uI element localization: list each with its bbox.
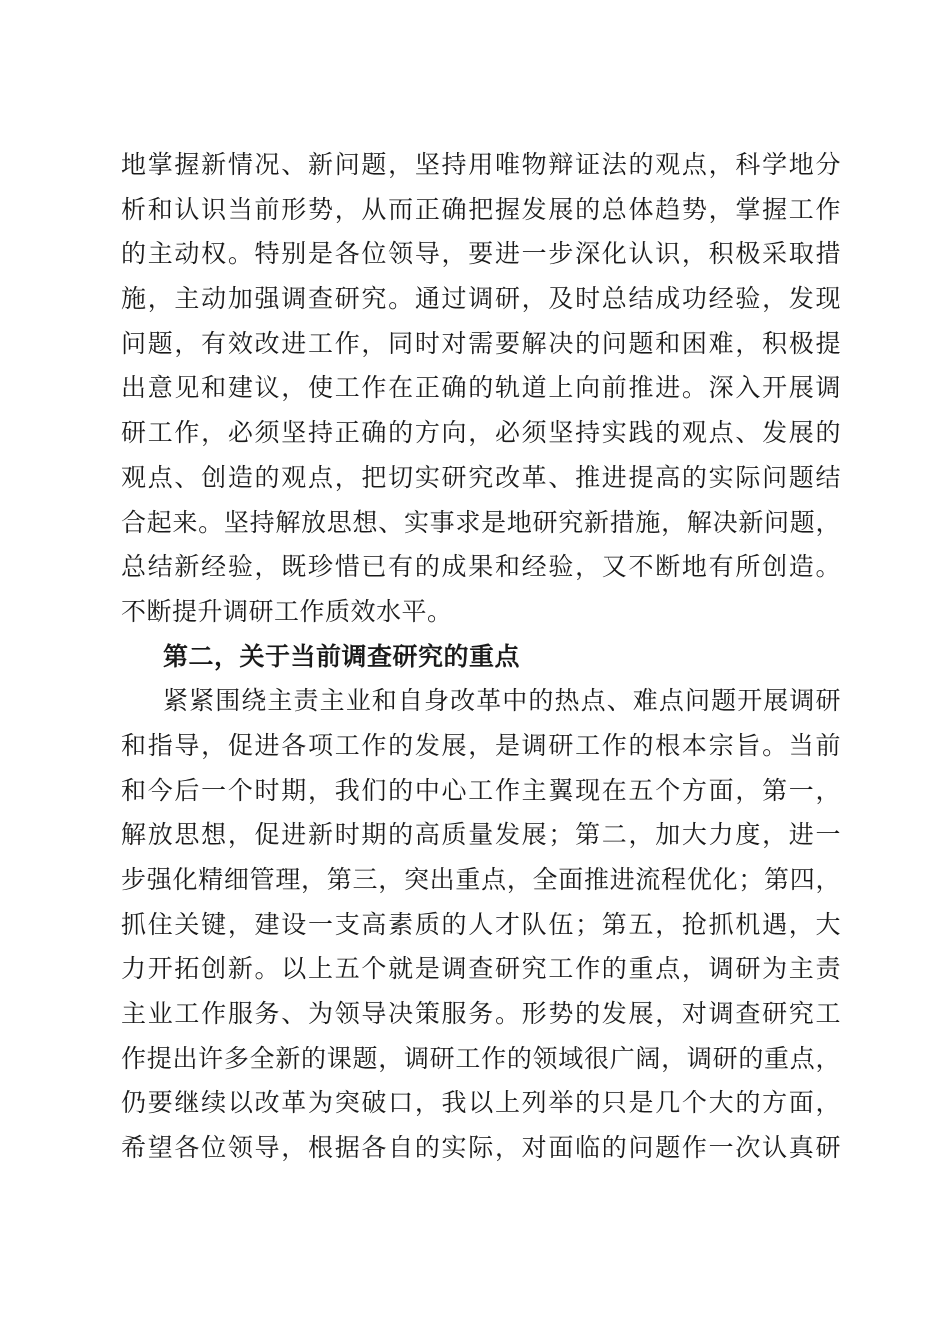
text-line: 步强化精细管理，第三，突出重点，全面推进流程优化；第四， [121,865,841,894]
text-line: 合起来。坚持解放思想、实事求是地研究新措施，解决新问题， [121,507,841,537]
text-line: 解放思想，促进新时期的高质量发展；第二，加大力度，进一 [121,820,841,850]
text-line: 紧紧围绕主责主业和自身改革中的热点、难点问题开展调研 [163,686,841,716]
text-line: 力开拓创新。以上五个就是调查研究工作的重点，调研为主责 [121,954,841,984]
text-line: 观点、创造的观点，把切实研究改革、推进提高的实际问题结 [121,462,841,492]
paragraph-1 [121,143,841,635]
text-line: 主业工作服务、为领导决策服务。形势的发展，对调查研究工 [121,999,841,1029]
text-line: 的主动权。特别是各位领导，要进一步深化认识，积极采取措 [121,239,841,269]
text-line: 和指导，促进各项工作的发展，是调研工作的根本宗旨。当前 [121,730,841,760]
text-line: 问题，有效改进工作，同时对需要解决的问题和困难，积极提 [121,328,841,358]
text-line: 抓住关键，建设一支高素质的人才队伍；第五，抢抓机遇，大 [121,909,841,939]
text-line: 仍要继续以改革为突破口，我以上列举的只是几个大的方面， [121,1088,841,1118]
text-line: 作提出许多全新的课题，调研工作的领域很广阔，调研的重点， [121,1043,841,1073]
text-line: 总结新经验，既珍惜已有的成果和经验，又不断地有所创造。 [121,552,841,582]
section-heading: 第二，关于当前调查研究的重点 [163,641,521,671]
text-line: 出意见和建议，使工作在正确的轨道上向前推进。深入开展调 [121,373,841,403]
text-line: 析和认识当前形势，从而正确把握发展的总体趋势，掌握工作 [121,194,841,224]
text-line: 研工作，必须坚持正确的方向，必须坚持实践的观点、发展的 [121,418,841,448]
text-line: 地掌握新情况、新问题，坚持用唯物辩证法的观点，科学地分 [121,150,841,179]
text-line: 和今后一个时期，我们的中心工作主翼现在五个方面，第一， [121,775,841,805]
body-text [121,143,841,1171]
text-line: 施，主动加强调查研究。通过调研，及时总结成功经验，发现 [121,284,841,314]
text-line: 不断提升调研工作质效水平。 [121,596,453,626]
text-line: 希望各位领导，根据各自的实际，对面临的问题作一次认真研 [121,1133,841,1163]
paragraph-2 [121,679,841,1171]
